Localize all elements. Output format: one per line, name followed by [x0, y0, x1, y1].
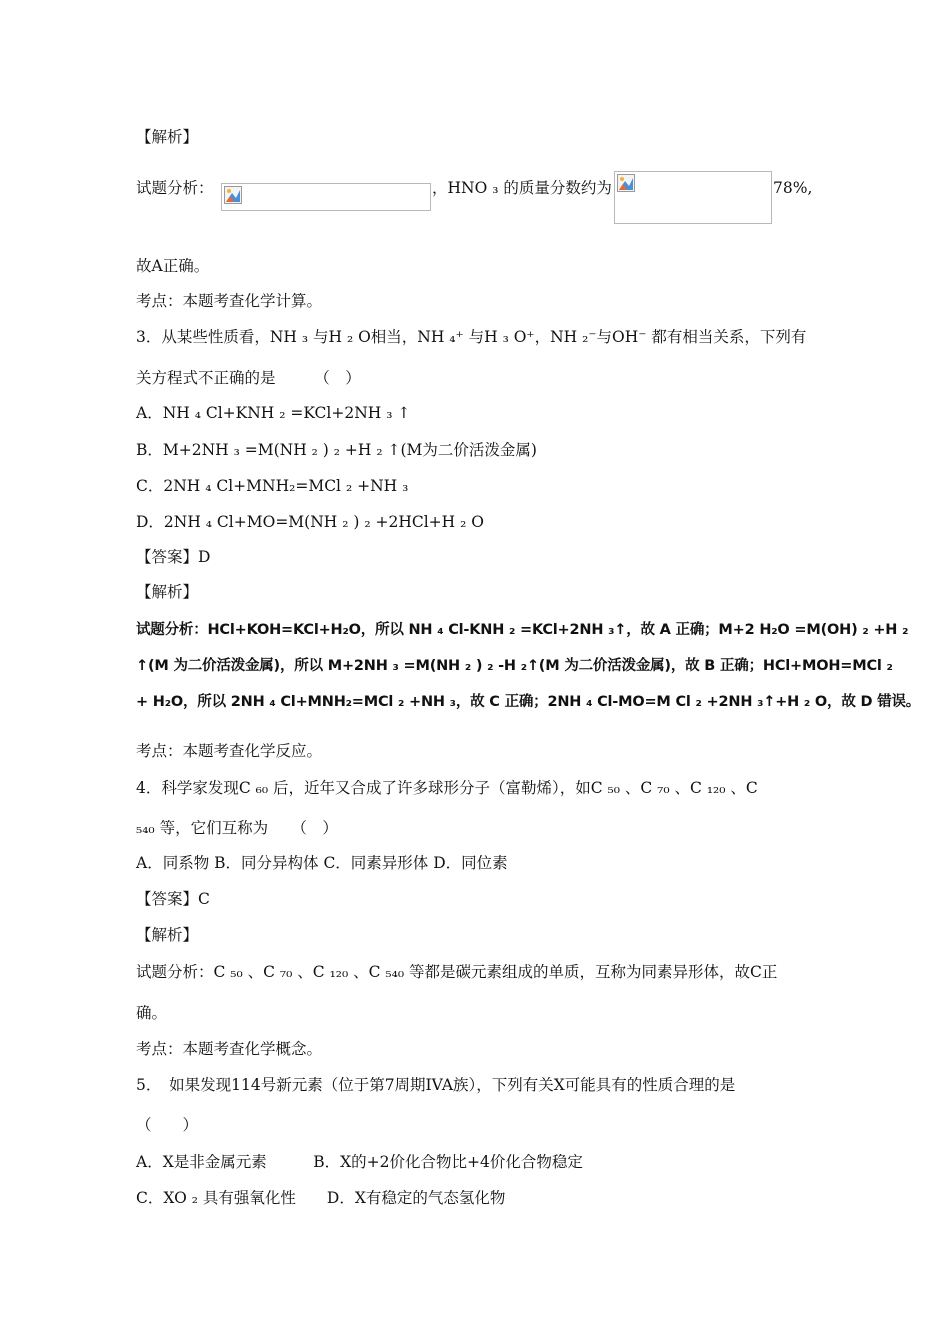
- broken-image-formula-2: [614, 171, 772, 224]
- question-3-stem: 3．从某些性质看，NH ₃ 与H ₂ O相当，NH ₄⁺ 与H ₃ O⁺，NH ₂⁻与OH⁻ 都有相当关系，下列有: [136, 328, 807, 346]
- percentage-value: 78%,: [773, 179, 813, 197]
- broken-image-icon: [617, 174, 635, 192]
- analysis-paragraph-line-2: ↑(M 为二价活泼金属)，所以 M+2NH ₃ =M(NH ₂ ) ₂ -H ₂↑(M 为二价活泼金属)，故 B 正确；HCl+MOH=MCl ₂: [136, 658, 893, 674]
- conclusion-text: 故A正确。: [136, 257, 210, 275]
- question-3-option-a: A．NH ₄ Cl+KNH ₂ =KCl+2NH ₃ ↑: [136, 404, 411, 422]
- analysis-label: 试题分析：: [136, 179, 214, 197]
- section-heading: 【解析】: [136, 583, 199, 601]
- topic-note: 考点：本题考查化学概念。: [136, 1040, 323, 1058]
- answer-label: 【答案】C: [136, 890, 210, 908]
- mass-fraction-text: ，HNO ₃ 的质量分数约为: [432, 179, 612, 197]
- question-3-option-d: D．2NH ₄ Cl+MO=M(NH ₂ ) ₂ +2HCl+H ₂ O: [136, 513, 484, 531]
- analysis-text: 试题分析：C ₅₀ 、C ₇₀ 、C ₁₂₀ 、C ₅₄₀ 等都是碳元素组成的单质，互称为同素异形体，故C正: [136, 963, 778, 981]
- question-4-options: A．同系物 B．同分异构体 C．同素异形体 D．同位素: [136, 854, 508, 872]
- topic-note: 考点：本题考查化学反应。: [136, 742, 323, 760]
- section-heading: 【解析】: [136, 128, 199, 146]
- answer-label: 【答案】D: [136, 548, 211, 566]
- question-3-stem-cont: 关方程式不正确的是 （ ）: [136, 369, 361, 387]
- analysis-paragraph-line-3: + H₂O，所以 2NH ₄ Cl+MNH₂=MCl ₂ +NH ₃，故 C 正确；2NH ₄ Cl-MO=M Cl ₂ +2NH ₃↑+H ₂ O，故 D 错误。: [136, 694, 921, 710]
- question-3-option-c: C．2NH ₄ Cl+MNH₂=MCl ₂ +NH ₃: [136, 477, 409, 495]
- question-5-options-ab: A．X是非金属元素 B．X的+2价化合物比+4价化合物稳定: [136, 1153, 583, 1171]
- section-heading: 【解析】: [136, 926, 199, 944]
- question-5-blank: （ ）: [136, 1116, 199, 1134]
- question-4-stem-cont: ₅₄₀ 等，它们互称为 （ ）: [136, 819, 338, 837]
- question-5-options-cd: C．XO ₂ 具有强氧化性 D．X有稳定的气态氢化物: [136, 1189, 506, 1207]
- question-5-stem: 5． 如果发现114号新元素（位于第7周期IVA族），下列有关X可能具有的性质合理的是: [136, 1076, 736, 1094]
- topic-note: 考点：本题考查化学计算。: [136, 292, 323, 310]
- question-3-option-b: B．M+2NH ₃ =M(NH ₂ ) ₂ +H ₂ ↑(M为二价活泼金属): [136, 441, 537, 459]
- broken-image-formula-1: [221, 183, 431, 211]
- analysis-paragraph-line-1: 试题分析：HCl+KOH=KCl+H₂O，所以 NH ₄ Cl-KNH ₂ =KCl+2NH ₃↑，故 A 正确；M+2 H₂O =M(OH) ₂ +H ₂: [136, 622, 909, 638]
- broken-image-icon: [224, 186, 242, 204]
- analysis-text-cont: 确。: [136, 1004, 168, 1022]
- question-4-stem: 4．科学家发现C ₆₀ 后，近年又合成了许多球形分子（富勒烯），如C ₅₀ 、C ₇₀ 、C ₁₂₀ 、C: [136, 779, 758, 797]
